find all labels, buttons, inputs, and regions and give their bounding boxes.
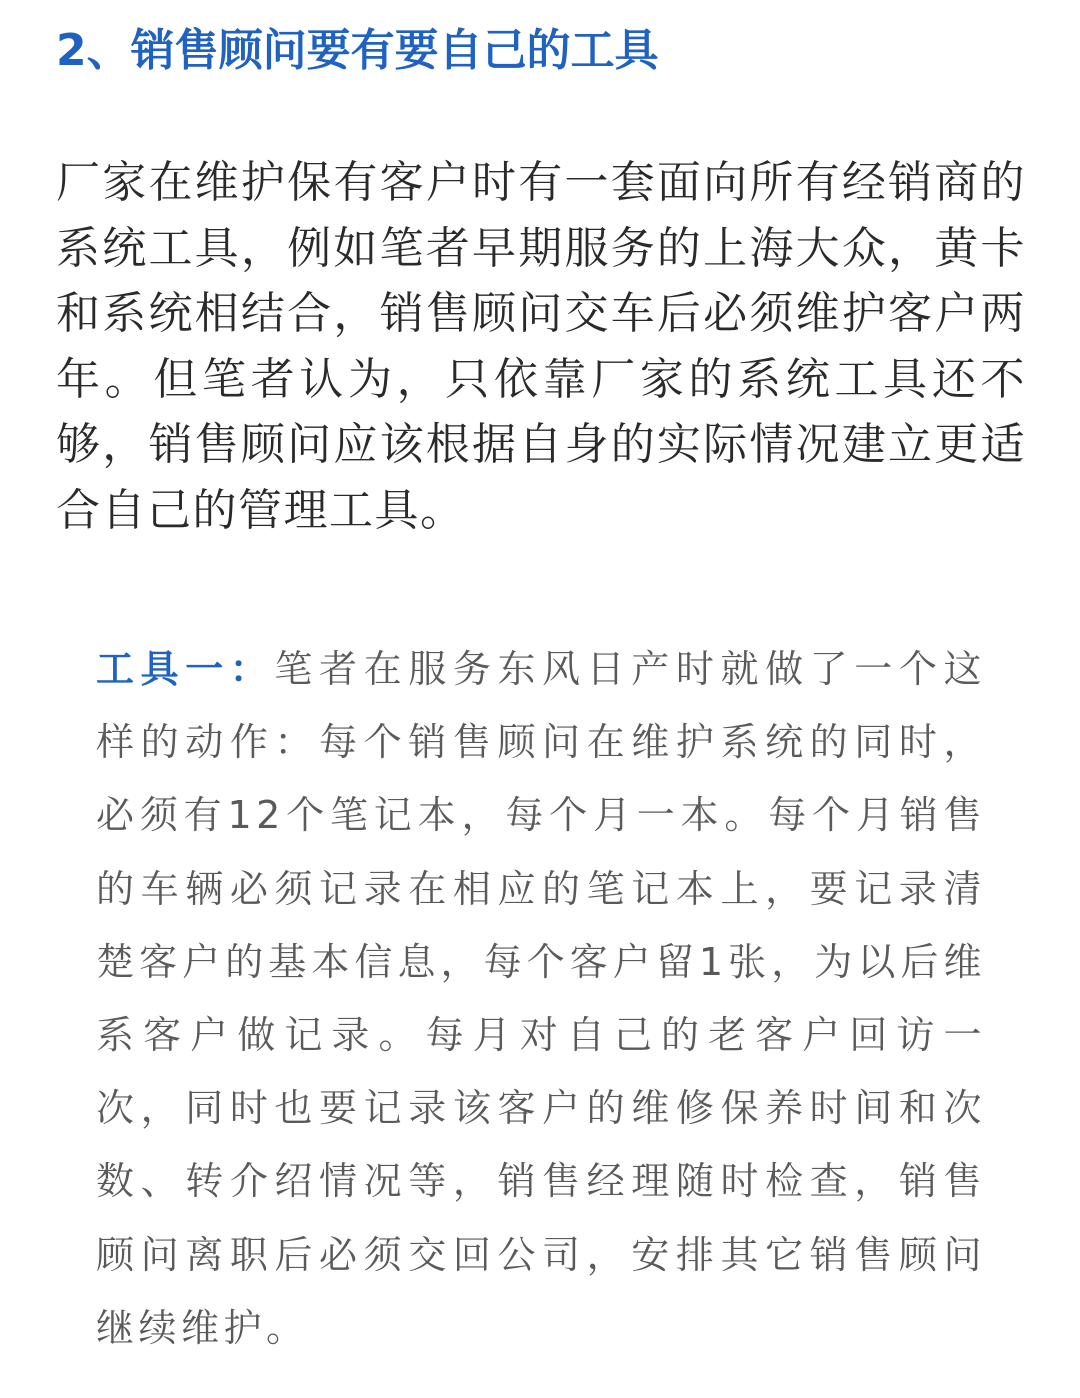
intro-paragraph: 厂家在维护保有客户时有一套面向所有经销商的系统工具，例如笔者早期服务的上海大众，黄卡和系统相结合，销售顾问交车后必须维护客户两年。但笔者认为，只依靠厂家的系统工具还不够，销售顾问应该根据自身的实际情况建立更适合自己的管理工具。 (56, 157, 1026, 536)
section-heading: 2、销售顾问要有要自己的工具 (56, 25, 659, 76)
tool-one-text: 笔者在服务东风日产时就做了一个这样的动作：每个销售顾问在维护系统的同时，必须有12个笔记本，每个月一本。每个月销售的车辆必须记录在相应的笔记本上，要记录清楚客户的基本信息，每个客户留1张，为以后维系客户做记录。每月对自己的老客户回访一次，同时也要记录该客户的维修保养时间和次数、转介绍情况等，销售经理随时检查，销售顾问离职后必须交回公司，安排其它销售顾问继续维护。 (96, 647, 986, 1350)
tool-one-label: 工具一： (96, 647, 275, 691)
tool-one-paragraph (96, 633, 986, 1365)
